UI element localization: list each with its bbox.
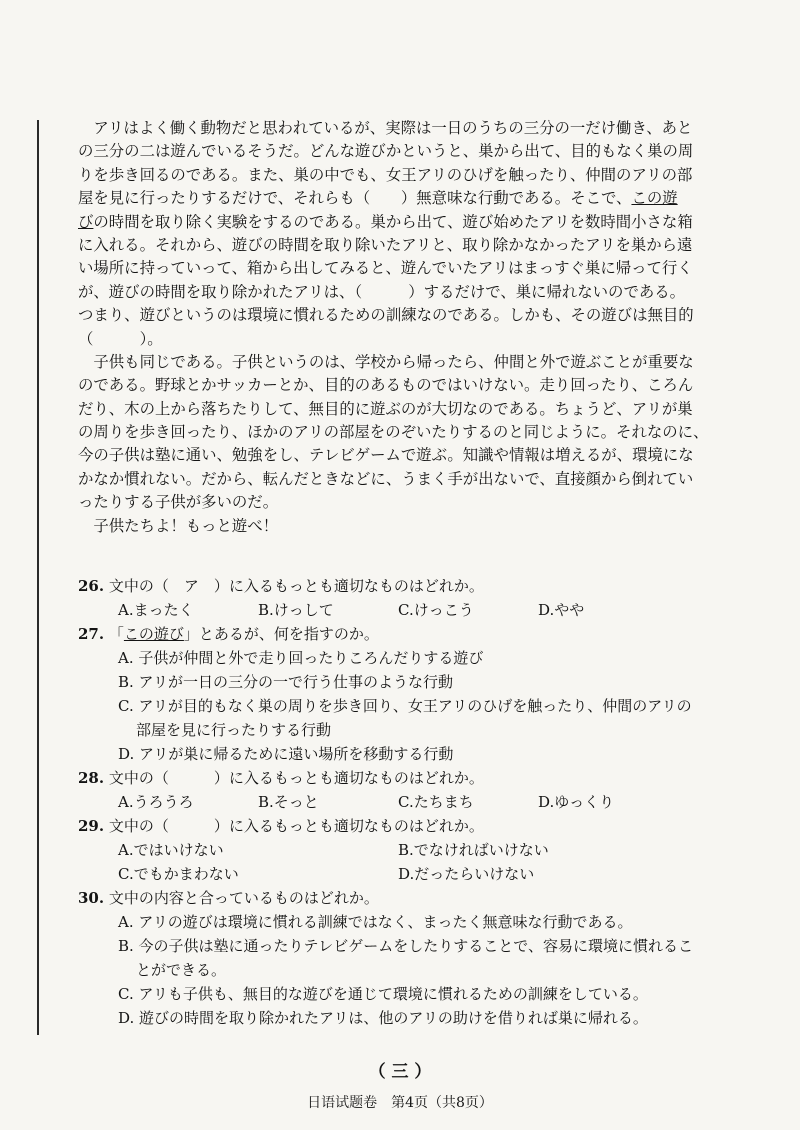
question-number: 26. xyxy=(78,577,105,595)
question-number: 28. xyxy=(78,769,105,787)
passage-line-text: の時間を取り除く実験をするのである。巣から出て、遊び始めたアリを数時間小さな箱 xyxy=(93,212,693,231)
option-d: D.だったらいけない xyxy=(398,865,535,883)
option-a: A. アリの遊びは環境に慣れる訓練ではなく、まったく無意味な行動である。 xyxy=(118,913,633,931)
option-d: D.ゆっくり xyxy=(538,793,615,811)
option-c: C.たちまち xyxy=(398,793,474,811)
passage-line: い場所に持っていって、箱から出してみると、遊んでいたアリはまっすぐ巣に帰って行く xyxy=(78,259,693,278)
margin-line xyxy=(37,120,39,1035)
question-28 xyxy=(78,766,723,790)
question-29 xyxy=(78,814,723,838)
passage-line: が、遊びの時間を取り除かれたアリは、（ ）するだけで、巣に帰れないのである。 xyxy=(78,282,686,301)
question-text-pre: 「 xyxy=(108,625,124,643)
underlined-phrase: この遊び xyxy=(123,625,184,643)
option-c: C.けっこう xyxy=(398,601,474,619)
option-d: D. アリが巣に帰るために遠い場所を移動する行動 xyxy=(118,745,454,763)
option-c-continuation: 部屋を見に行ったりする行動 xyxy=(136,721,332,739)
question-28-options xyxy=(78,790,723,814)
questions-section xyxy=(78,574,723,1030)
passage-line: のである。野球とかサッカーとか、目的のあるものではいけない。走り回ったり、ころん xyxy=(78,376,694,395)
section-mark: （ 三 ） xyxy=(368,1062,432,1082)
passage-line: 子供も同じである。子供というのは、学校から帰ったら、仲間と外で遊ぶことが重要な xyxy=(78,352,694,371)
passage-line-text: 屋を見に行ったりするだけで、それらも（ ）無意味な行動である。そこで、 xyxy=(78,189,632,208)
option-c: C. アリも子供も、無目的な遊びを通じて環境に慣れるための訓練をしている。 xyxy=(118,985,648,1003)
question-number: 30. xyxy=(78,889,105,907)
question-text: 文中の（ ア ）に入るもっとも適切なものはどれか。 xyxy=(108,577,484,595)
option-b: B.でなければいけない xyxy=(398,841,549,859)
passage-line: の三分の二は遊んでいるそうだ。どんな遊びかというと、巣から出て、目的もなく巣の周 xyxy=(78,142,694,161)
question-30 xyxy=(78,886,723,910)
passage-line: ったりする子供が多いのだ。 xyxy=(78,493,279,512)
passage-line: の周りを歩き回ったり、ほかのアリの部屋をのぞいたりするのと同じように。それなのに、 xyxy=(78,423,709,442)
reading-passage xyxy=(78,117,723,538)
question-text: 文中の（ ）に入るもっとも適切なものはどれか。 xyxy=(108,769,484,787)
question-29-options-row1 xyxy=(78,838,723,862)
underlined-phrase: び xyxy=(78,212,94,231)
option-a: A.うろうろ xyxy=(118,793,194,811)
passage-line xyxy=(78,211,723,234)
option-a: A. 子供が仲間と外で走り回ったりころんだりする遊び xyxy=(118,649,484,667)
passage-line: アリはよく働く動物だと思われているが、実際は一日のうちの三分の一だけ働き、あと xyxy=(78,119,693,137)
passage-line: かなか慣れない。だから、転んだときなどに、うまく手が出ないで、直接顔から倒れてい xyxy=(78,469,694,488)
question-29-options-row2 xyxy=(78,862,723,886)
question-number: 29. xyxy=(78,817,105,835)
question-26-options xyxy=(78,598,723,622)
passage-line: だり、木の上から落ちたりして、無目的に遊ぶのが大切なのである。ちょうど、アリが巣 xyxy=(78,399,693,418)
passage-line: つまり、遊びというのは環境に慣れるための訓練なのである。しかも、その遊びは無目的 xyxy=(78,306,694,325)
passage-line: （ ）。 xyxy=(78,329,163,348)
option-d: D.やや xyxy=(538,601,585,619)
option-c: C.でもかまわない xyxy=(118,865,239,883)
option-b: B.そっと xyxy=(258,793,319,811)
option-b: B.けっして xyxy=(258,601,334,619)
question-text: 文中の（ ）に入るもっとも適切なものはどれか。 xyxy=(108,817,484,835)
option-c: C. アリが目的もなく巣の周りを歩き回り、女王アリのひげを触ったり、仲間のアリの xyxy=(118,697,692,715)
question-text: 文中の内容と合っているものはどれか。 xyxy=(108,889,379,907)
passage-line xyxy=(78,187,723,210)
question-26 xyxy=(78,574,723,598)
option-b-continuation: とができる。 xyxy=(136,961,227,979)
passage-line: 今の子供は塾に通い、勉強をし、テレビゲームで遊ぶ。知識や情報は増えるが、環境にな xyxy=(78,446,694,465)
option-b: B. 今の子供は塾に通ったりテレビゲームをしたりすることで、容易に環境に慣れるこ xyxy=(118,937,693,955)
option-b: B. アリが一日の三分の一で行う仕事のような行動 xyxy=(118,673,453,691)
question-number: 27. xyxy=(78,625,105,643)
option-a: A.ではいけない xyxy=(118,841,224,859)
question-27 xyxy=(78,622,723,646)
underlined-phrase: この遊 xyxy=(631,189,678,208)
option-d: D. 遊びの時間を取り除かれたアリは、他のアリの助けを借りれば巣に帰れる。 xyxy=(118,1009,648,1027)
page-footer: 日语试题卷 第4页（共8页） xyxy=(307,1095,493,1111)
passage-line: りを歩き回るのである。また、巣の中でも、女王アリのひげを触ったり、仲間のアリの部 xyxy=(78,165,693,184)
question-text-post: 」とあるが、何を指すのか。 xyxy=(183,625,379,643)
passage-line: 子供たちよ！もっと遊べ！ xyxy=(78,516,279,535)
option-a: A.まったく xyxy=(118,601,194,619)
passage-line: に入れる。それから、遊びの時間を取り除いたアリと、取り除かなかったアリを巣から遠 xyxy=(78,235,693,254)
